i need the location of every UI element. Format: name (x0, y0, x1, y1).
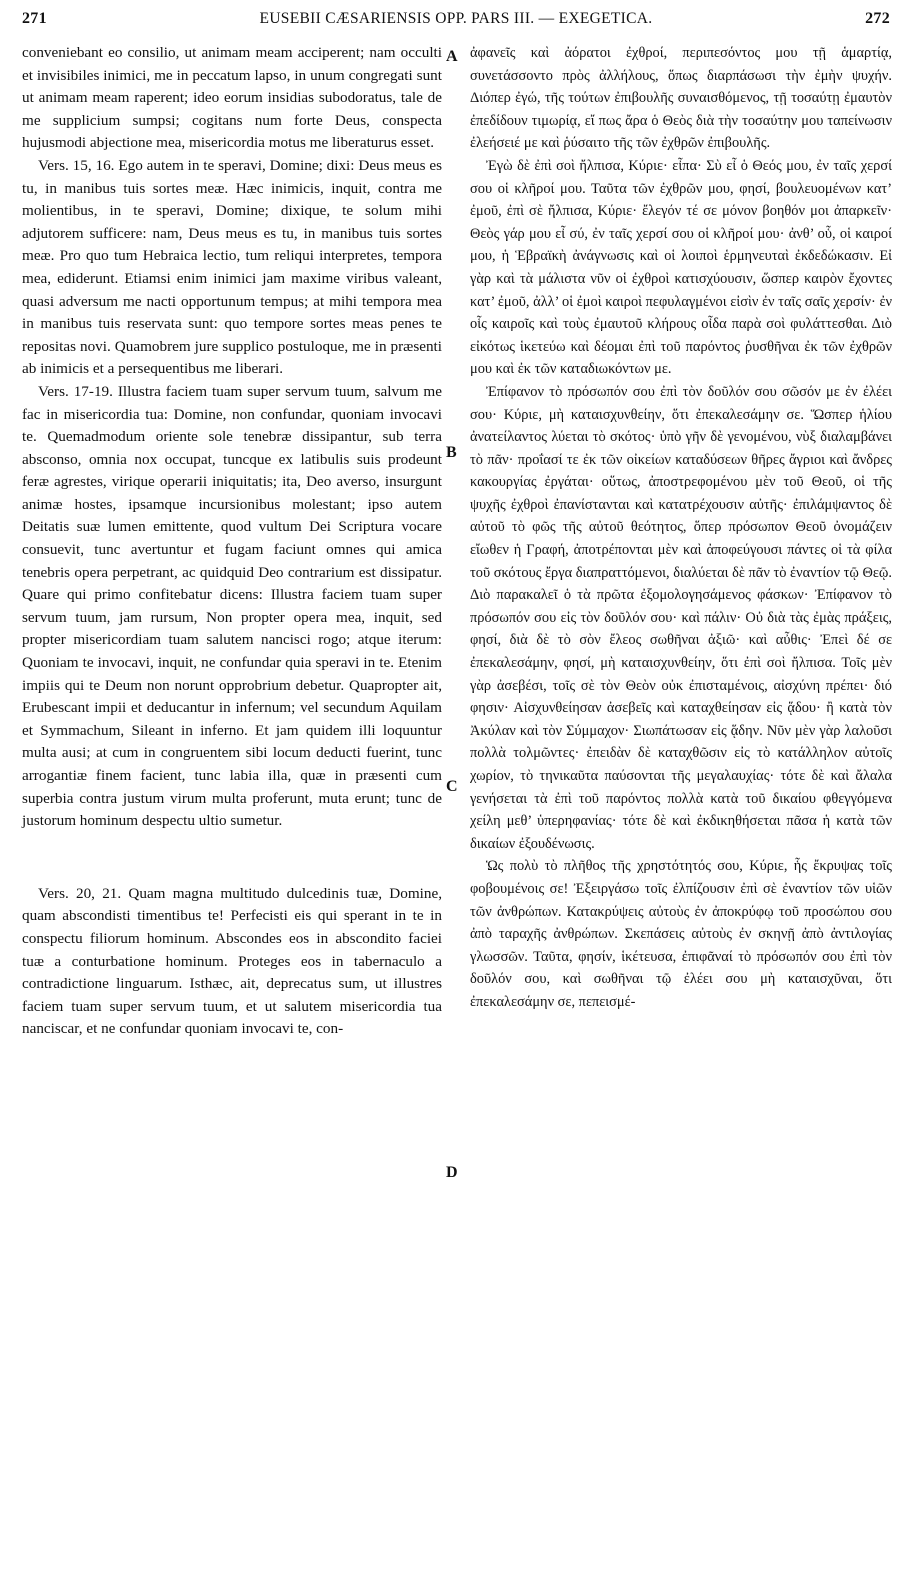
latin-paragraph-3: Vers. 17-19. Illustra faciem tuam super servum tuum, salvum me fac in misericordia tua: Domine, non confundar, quoniam invocavi te. Quemadmodum oriente sole tenebræ dissipantur, sub terra absconso, omnia nox occupat, tuncque ex latibulis suis prodeunt feræ agrestes, virique operarii iniquitatis; ita, Deo averso, insurgunt animæ hostes, ipsamque incursionibus molestant; ipso autem Deitatis suæ lumen emittente, quod vultum Dei Scriptura vocare consuevit, tunc avertuntur et fugam faciunt omnes qui amica tenebris opera perpetrant, ac quidquid Deo contrarium est dissipatur. Quare qui primo confitebatur dicens: Illustra faciem tuam super servum tuum, jam rursum, Non propter opera mea, inquit, sed propter misericordiam tuam salutem nancisci rogo; atque iterum: Quoniam te invocavi, inquit, ne confundar quia speravi in te. Etenim impiis qui te Deum non norunt opprobrium debetur. Quapropter ait, Erubescant impii et deducantur in infernum; vel secundum Aquilam et Symmachum, Sileant in inferno. Et jam quidem illi loquuntur multa ausi; at cum in congruentem sibi locum deducti fuerint, tunc arrogantiæ finem facient, tunc labia illa, quæ in præsenti cum superbia contra justum virum multa proferunt, muta erunt; tunc de justorum hominum despectu ultio sumetur. (22, 382, 442, 830)
running-title: EUSEBII CÆSARIENSIS OPP. PARS III. — EXEGETICA. (259, 10, 653, 27)
greek-paragraph-4: Ὡς πολὺ τὸ πλῆθος τῆς χρηστότητός σου, Κύριε, ἧς ἔκρυψας τοῖς φοβουμένοις σε! Ἐξειργάσω τοῖς ἐλπίζουσιν ἐπὶ σὲ ἐναντίον τῶν υἱῶν τῶν ἀνθρώπων. Κατακρύψεις αὐτοὺς ἐν ἀποκρύφῳ τοῦ προσώπου σου ἀπὸ ταραχῆς ἀνθρώπων. Σκεπάσεις αὐτοὺς ἐν σκηνῇ ἀπὸ ἀντιλογίας γλωσσῶν. Ταῦτα, φησίν, ἱκέτευσα, ἐπιφᾶναί τὸ πρόσωπόν σου ἐπὶ τὸν δοῦλόν σου, καὶ σωθῆναι τῷ ἐλέει σου μὴ καταισχῦναι, ὅτι ἐπεκαλεσάμην σε, πεπεισμέ- (470, 858, 892, 1010)
greek-paragraph-3: Ἐπίφανον τὸ πρόσωπόν σου ἐπὶ τὸν δοῦλόν σου σῶσόν με ἐν ἐλέει σου· Κύριε, μὴ καταισχυνθείην, ὅτι ἐπεκαλεσάμην σε. Ὥσπερ ἡλίου ἀνατείλαντος λύεται τὸ σκότος· ὑπὸ γῆν δὲ γενομένου, νὺξ διαλαμβάνει τὸ πᾶν· προΐασί τε ἐκ τῶν οἰκείων καταδύσεων θῆρες ἄγριοι καὶ ἄνδρες κακουργίας ἐργάται· οὕτως, ἀποστρεφομένου μὲν τοῦ Θεοῦ, οἱ τῆς ψυχῆς ἐχθροὶ ἐπανίστανται καὶ κατατρέχουσιν αὐτῆς· ἐπιλάμψαντος δὲ αὐτοῦ τὸ φῶς τῆς αὐτοῦ θεότητος, ὅπερ πρόσωπον Θεοῦ ὀνομάζειν εἴωθεν ἡ Γραφή, ἀποτρέπονται μὲν καὶ ἀποφεύγουσι πάντες οἱ τὰ φίλα τοῦ σκότους ἔργα διαπραττόμενοι, διαλύεται δὲ πᾶν τὸ ἐναντίον τῷ Θεῷ. Διὸ παρακαλεῖ ὁ τὰ πρῶτα ἐξομολογησάμενος φάσκων· Ἐπίφανον τὸ πρόσωπόν σου εἰς τὸν δοῦλόν σου· καὶ πάλιν· Οὐ διὰ τὰς ἐμὰς πράξεις, φησί, διὰ δὲ τὸ σὸν ἔλεος σωθῆναι ἀξιῶ· καὶ αὖθις· Ἐπεὶ δέ σε ἐπεκαλεσάμην, φησί, μὴ καταισχυνθείην, ὅτι ἐπὶ σοὶ ἤλπισα. Τοῖς μὲν γὰρ ἀσεβέσι, τοῖς σὲ τὸν Θεὸν οὐκ ἐπισταμένοις, αἰσχύνη πρέπει· διό φησιν· Αἰσχυνθείησαν ἀσεβεῖς καὶ καταχθείησαν εἰς ᾅδου· ἢ κατὰ τὸν Ἀκύλαν καὶ τὸν Σύμμαχον· Σιωπάτωσαν εἰς ᾅδην. Νῦν μὲν γὰρ λαλοῦσι πολλὰ τολμῶντες· ἐπειδὰν δὲ καταχθῶσιν εἰς τὸ κατάλληλον αὐτοῖς χωρίον, τὸ τηνικαῦτα παύσονται τῆς μεγαλαυχίας· τότε δὲ καὶ ἄλαλα γενήσεται τὰ ἐπὶ τοῦ παρόντος πολλὰ κατὰ τοῦ δικαίου φθεγγόμενα χείλη μεθ’ ὑπερηφανίας· τότε δὲ καὶ ἐκδικηθήσεται πᾶσα ἡ κατὰ τῶν δικαίων ἐξουδένωσις. (470, 383, 892, 852)
page-number-right: 272 (865, 10, 890, 27)
greek-paragraph-1: ἀφανεῖς καὶ ἀόρατοι ἐχθροί, περιπεσόντος μου τῇ ἁμαρτίᾳ, συνετάσσοντο πρὸς ἀλλήλους, ὅπως διαρπάσωσι τὴν ἐμὴν ψυχήν. Διόπερ ἐγώ, τῆς τούτων ἐπιβουλῆς συναισθόμενος, τῇ τοσαύτῃ ἐμαυτὸν ἐπεδίδουν τιμωρίᾳ, εἴ πως ἄρα ὁ Θεὸς διὰ τὴν τοσαύτην μου ταπείνωσιν ἐλεήσειέ με καὶ ῥύσαιτο τῆς τῶν ἐχθρῶν ἐπιβουλῆς. (470, 45, 892, 152)
margin-marker-c: C (446, 778, 458, 795)
latin-paragraph-2: Vers. 15, 16. Ego autem in te speravi, Domine; dixi: Deus meus es tu, in manibus tuis sortes meæ. Hæc inimicis, inquit, contra me molientibus, in te speravi, Domine; dixique, te solum mihi adjutorem sufficere: nam, Deus meus es tu, in manibus tuis sortes meæ. Pro quo tum Hebraica lectio, tum reliqui interpretes, tempora mea, ediderunt. Etiamsi enim inimici jam maxime viribus valeant, quasi adversum me nacti opportunum tempus; at mihi tempora mea in manibus tuis reservata sunt: quo tempore sortes meas penes te repositas novi. Quamobrem jure supplico postuloque, me in præsenti ab inimicis et a persequentibus me liberari. (22, 156, 442, 378)
margin-marker-a: A (446, 48, 458, 65)
running-header (22, 10, 890, 36)
page-number-left: 271 (22, 10, 47, 27)
latin-paragraph-1: conveniebant eo consilio, ut animam meam acciperent; nam occulti et invisibiles inimici, me in peccatum lapso, in unum congregati sunt ut animam meam raperent; ideo eorum insidias subodoratus, tale de me supplicium sumpsi; cogitans num forte Deus, conspecta hujusmodi abjectione mea, misericordia motus me liberaturus esset. (22, 44, 442, 152)
margin-marker-b: B (446, 444, 457, 461)
greek-column (470, 42, 892, 1014)
latin-column (22, 42, 442, 1041)
paragraph-gap (22, 833, 442, 883)
latin-paragraph-4: Vers. 20, 21. Quam magna multitudo dulcedinis tuæ, Domine, quam abscondisti timentibus te! Perfecisti eis qui sperant in te in conspectu filiorum hominum. Abscondes eos in abscondito faciei tuæ a conturbatione hominum. Proteges eos in tabernaculo a contradictione linguarum. Isthæc, ait, deprecatus sum, ut illustres faciem tuam super servum tuum, et ut salutem misericordia tua nanciscar, et ne confundar quoniam invocavi te, con- (22, 884, 442, 1038)
margin-marker-d: D (446, 1164, 458, 1181)
greek-paragraph-2: Ἐγὼ δὲ ἐπὶ σοὶ ἤλπισα, Κύριε· εἶπα· Σὺ εἶ ὁ Θεός μου, ἐν ταῖς χερσί σου οἱ κλῆροί μου. Ταῦτα τῶν ἐχθρῶν μου, φησί, βουλευομένων κατ’ ἐμοῦ, ἐπὶ σὲ ἤλπισα, Κύριε· ἔλεγόν τέ σε μόνον βοηθόν μοι ἀπαρκεῖν· Θεὸς γάρ μου εἶ σύ, ἐν ταῖς χερσί σου οἱ κλῆροί μου· ἀνθ’ οὗ, οἱ καιροί μου, ἡ Ἑβραϊκὴ ἀνάγνωσις καὶ οἱ λοιποὶ ἑρμηνευταὶ ἐκδεδώκασιν. Εἰ γὰρ καὶ τὰ μάλιστα νῦν οἱ ἐχθροὶ κατισχύουσιν, ὥσπερ καιρὸν ἔχοντες κατ’ ἐμοῦ, ἀλλ’ οἱ ἐμοὶ καιροὶ πεφυλαγμένοι εἰσὶν ἐν ταῖς σαῖς χερσίν· ἐν οἷς καιροῖς καὶ τοὺς ἐμαυτοῦ κλήρους οἶδα παρὰ σοὶ φυλάττεσθαι. Διὸ εἰκότως ἱκετεύω καὶ δέομαι ἐπὶ τοῦ παρόντος ῥυσθῆναι ἐκ τῶν ἐχθρῶν μου καὶ ἐκ τῶν καταδιωκόντων με. (470, 157, 892, 378)
